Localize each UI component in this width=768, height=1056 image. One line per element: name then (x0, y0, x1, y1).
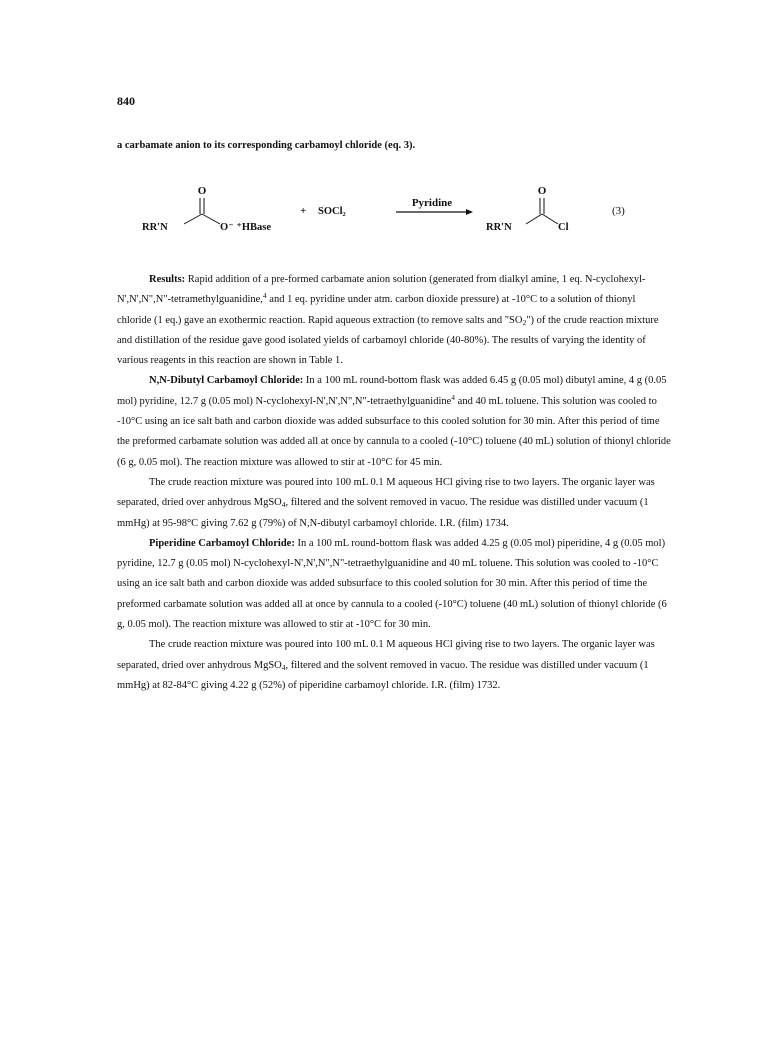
dibutyl-text: In a 100 mL round-bottom flask was added 6.45 g (0.05 mol) dibutyl amine, 4 g (0.05 mol) pyridine, 12.7 g (0.05 mol) N-cyclohexyl-N',N',N",N"-tetraethylguanidine (117, 375, 667, 407)
results-ref: 4 (262, 291, 267, 301)
product-oxygen-label: O (537, 185, 547, 197)
product-bond-left (526, 214, 542, 224)
results-paragraph (117, 270, 672, 371)
reaction-scheme-eq3 (140, 178, 640, 238)
piperidine-workup-paragraph (117, 635, 672, 696)
piperidine-text: In a 100 mL round-bottom flask was added 4.25 g (0.05 mol) piperidine, 4 g (0.05 mol) pyridine, 12.7 g (0.05 mol) N-cyclohexyl-N',N',N",N"-tetraethylguanidine and 40 mL toluene. This solution was cooled to -10°C using an ice salt bath and carbon dioxide was added subsurface to this cooled solution for 30 min. After this period of time the preformed carbamate solution was added all at once by cannula to a cooled (-10°C) toluene (40 mL) solution of thionyl chloride (6 g, 0.05 mol). The reaction mixture was allowed to stir at -10°C for 30 min. (117, 537, 667, 631)
results-text-2: and 1 eq. pyridine under atm. carbon dioxide pressure) at -10°C to a solution of thionyl chloride (1 eq.) gave an exothermic reaction. Rapid aqueous extraction (to remove salts and "SO (117, 294, 636, 326)
results-text: Rapid addition of a pre-formed carbamate anion solution (generated from dialkyl amine, 1 eq. N-cyclohexyl-N',N',N",N"-tetramethylguanidine, (117, 274, 646, 306)
reactant-bond-right (202, 214, 220, 224)
dibutyl-procedure-paragraph (117, 371, 672, 472)
dibutyl-workup-sub: 4 (281, 500, 286, 510)
dibutyl-ref: 4 (451, 392, 456, 402)
product-chloride-group: Cl (558, 222, 569, 233)
piperidine-heading: Piperidine Carbamoyl Chloride: (149, 537, 295, 549)
product-bond-right (542, 214, 558, 224)
reactant-anion-group: O⁻ ⁺HBase (220, 222, 272, 233)
product-amine-group: RR'N (486, 222, 512, 233)
page-number: 840 (117, 94, 135, 108)
piperidine-workup: The crude reaction mixture was poured into 100 mL 0.1 M aqueous HCl giving rise to two layers. The organic layer was separated, dried over anhydrous MgSO (117, 639, 655, 671)
dibutyl-heading: N,N-Dibutyl Carbamoyl Chloride: (149, 375, 304, 387)
results-heading: Results: (149, 274, 186, 285)
intro-text: a carbamate anion to its corresponding carbamoyl chloride (eq. 3). (117, 140, 416, 151)
dibutyl-workup: The crude reaction mixture was poured into 100 mL 0.1 M aqueous HCl giving rise to two layers. The organic layer was separated, dried over anhydrous MgSO (117, 476, 655, 509)
reactant-bond-left (184, 214, 202, 224)
plus-sign: + (300, 205, 307, 217)
conditions-label: Pyridine (411, 197, 453, 209)
equation-number: (3) (612, 205, 625, 217)
dibutyl-workup-2: , filtered and the solvent removed in vacuo. The residue was distilled under vacuum (1 mmHg) at 95-98°C giving 7.62 g (79%) of N,N-dibutyl carbamoyl chloride. I.R. (film) 1734. (117, 497, 649, 529)
results-text-3: ") of the crude reaction mixture and distillation of the residue gave good isolated yields of carbamoyl chloride (40-80%). The results of varying the identity of various reagents in this reaction are shown in Table 1. (117, 314, 659, 367)
piperidine-workup-sub: 4 (281, 662, 286, 672)
results-sub: 2 (522, 317, 527, 327)
piperidine-workup-2: , filtered and the solvent removed in vacuo. The residue was distilled under vacuum (1 mmHg) at 82-84°C giving 4.22 g (52%) of piperidine carbamoyl chloride. I.R. (film) 1732. (117, 659, 649, 691)
product-carbamoyl-chloride (486, 185, 569, 233)
reactant-amine-group: RR'N (142, 222, 168, 233)
piperidine-procedure-paragraph (117, 534, 672, 635)
main-text (117, 270, 672, 696)
dibutyl-workup-paragraph (117, 473, 672, 534)
thionyl-chloride-reagent: SOCl₂ (318, 206, 346, 217)
reactant-oxygen-label: O (197, 185, 207, 197)
arrow-head (466, 209, 473, 215)
dibutyl-text-2: and 40 mL toluene. This solution was cooled to -10°C using an ice salt bath and carbon dioxide was added subsurface to this cooled solution for 30 min. After this period of time the preformed carbamate solution was added all at once by cannula to a cooled (-10°C) toluene (40 mL) solution of thionyl chloride (6 g, 0.05 mol). The reaction mixture was allowed to stir at -10°C for 45 min. (117, 395, 671, 468)
reactant-carbamate-anion (142, 185, 271, 233)
